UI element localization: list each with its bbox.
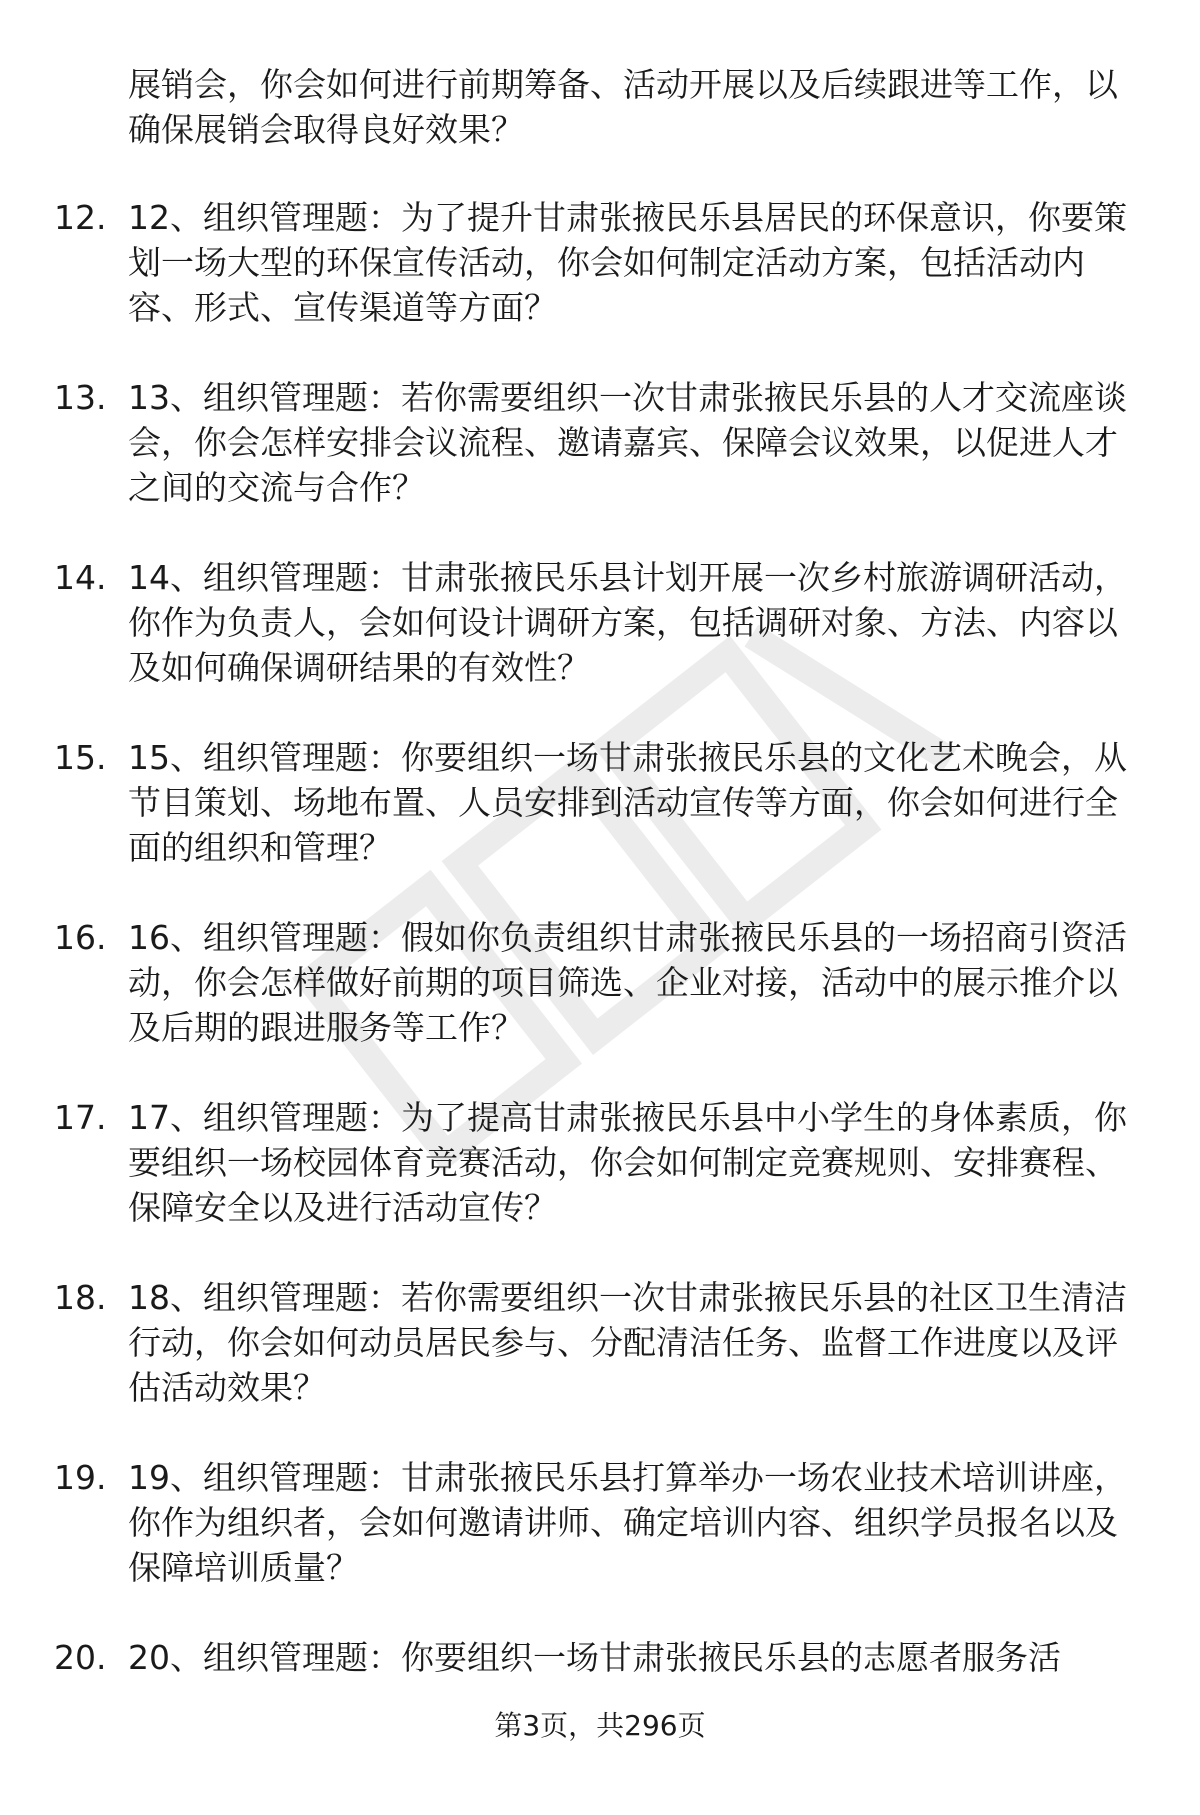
list-number: 17. [54,1098,107,1137]
question-text: 19、组织管理题：甘肃张掖民乐县打算举办一场农业技术培训讲座，你作为组织者，会如何邀请讲师、确定培训内容、组织学员报名以及保障培训质量？ [128,1458,1127,1587]
list-number: 19. [54,1458,107,1497]
list-item [0,375,1200,555]
question-list [0,195,1200,1815]
list-item [0,1275,1200,1455]
question-text: 13、组织管理题：若你需要组织一次甘肃张掖民乐县的人才交流座谈会，你会怎样安排会议流程、邀请嘉宾、保障会议效果，以促进人才之间的交流与合作？ [128,378,1127,507]
question-text: 18、组织管理题：若你需要组织一次甘肃张掖民乐县的社区卫生清洁行动，你会如何动员居民参与、分配清洁任务、监督工作进度以及评估活动效果？ [128,1278,1127,1407]
question-text: 16、组织管理题：假如你负责组织甘肃张掖民乐县的一场招商引资活动，你会怎样做好前期的项目筛选、企业对接，活动中的展示推介以及后期的跟进服务等工作？ [128,918,1127,1047]
list-item [0,1095,1200,1275]
continuation-paragraph: 展销会，你会如何进行前期筹备、活动开展以及后续跟进等工作，以确保展销会取得良好效果？ [128,65,1118,149]
list-number: 12. [54,198,107,237]
list-number: 16. [54,918,107,957]
question-text: 20、组织管理题：你要组织一场甘肃张掖民乐县的志愿者服务活 [128,1638,1061,1677]
question-text: 17、组织管理题：为了提高甘肃张掖民乐县中小学生的身体素质，你要组织一场校园体育竞赛活动，你会如何制定竞赛规则、安排赛程、保障安全以及进行活动宣传？ [128,1098,1127,1227]
list-item [0,915,1200,1095]
list-number: 15. [54,738,107,777]
question-text: 12、组织管理题：为了提升甘肃张掖民乐县居民的环保意识，你要策划一场大型的环保宣传活动，你会如何制定活动方案，包括活动内容、形式、宣传渠道等方面？ [128,198,1127,327]
list-number: 20. [54,1638,107,1677]
list-item [0,195,1200,375]
list-number: 13. [54,378,107,417]
question-text: 15、组织管理题：你要组织一场甘肃张掖民乐县的文化艺术晚会，从节目策划、场地布置、人员安排到活动宣传等方面，你会如何进行全面的组织和管理？ [128,738,1127,867]
list-number: 14. [54,558,107,597]
page-footer: 第3页，共296页 [494,1709,706,1742]
question-text: 14、组织管理题：甘肃张掖民乐县计划开展一次乡村旅游调研活动，你作为负责人，会如何设计调研方案，包括调研对象、方法、内容以及如何确保调研结果的有效性？ [128,558,1127,687]
list-item [0,555,1200,735]
list-item [0,1455,1200,1635]
list-item [0,735,1200,915]
list-number: 18. [54,1278,107,1317]
